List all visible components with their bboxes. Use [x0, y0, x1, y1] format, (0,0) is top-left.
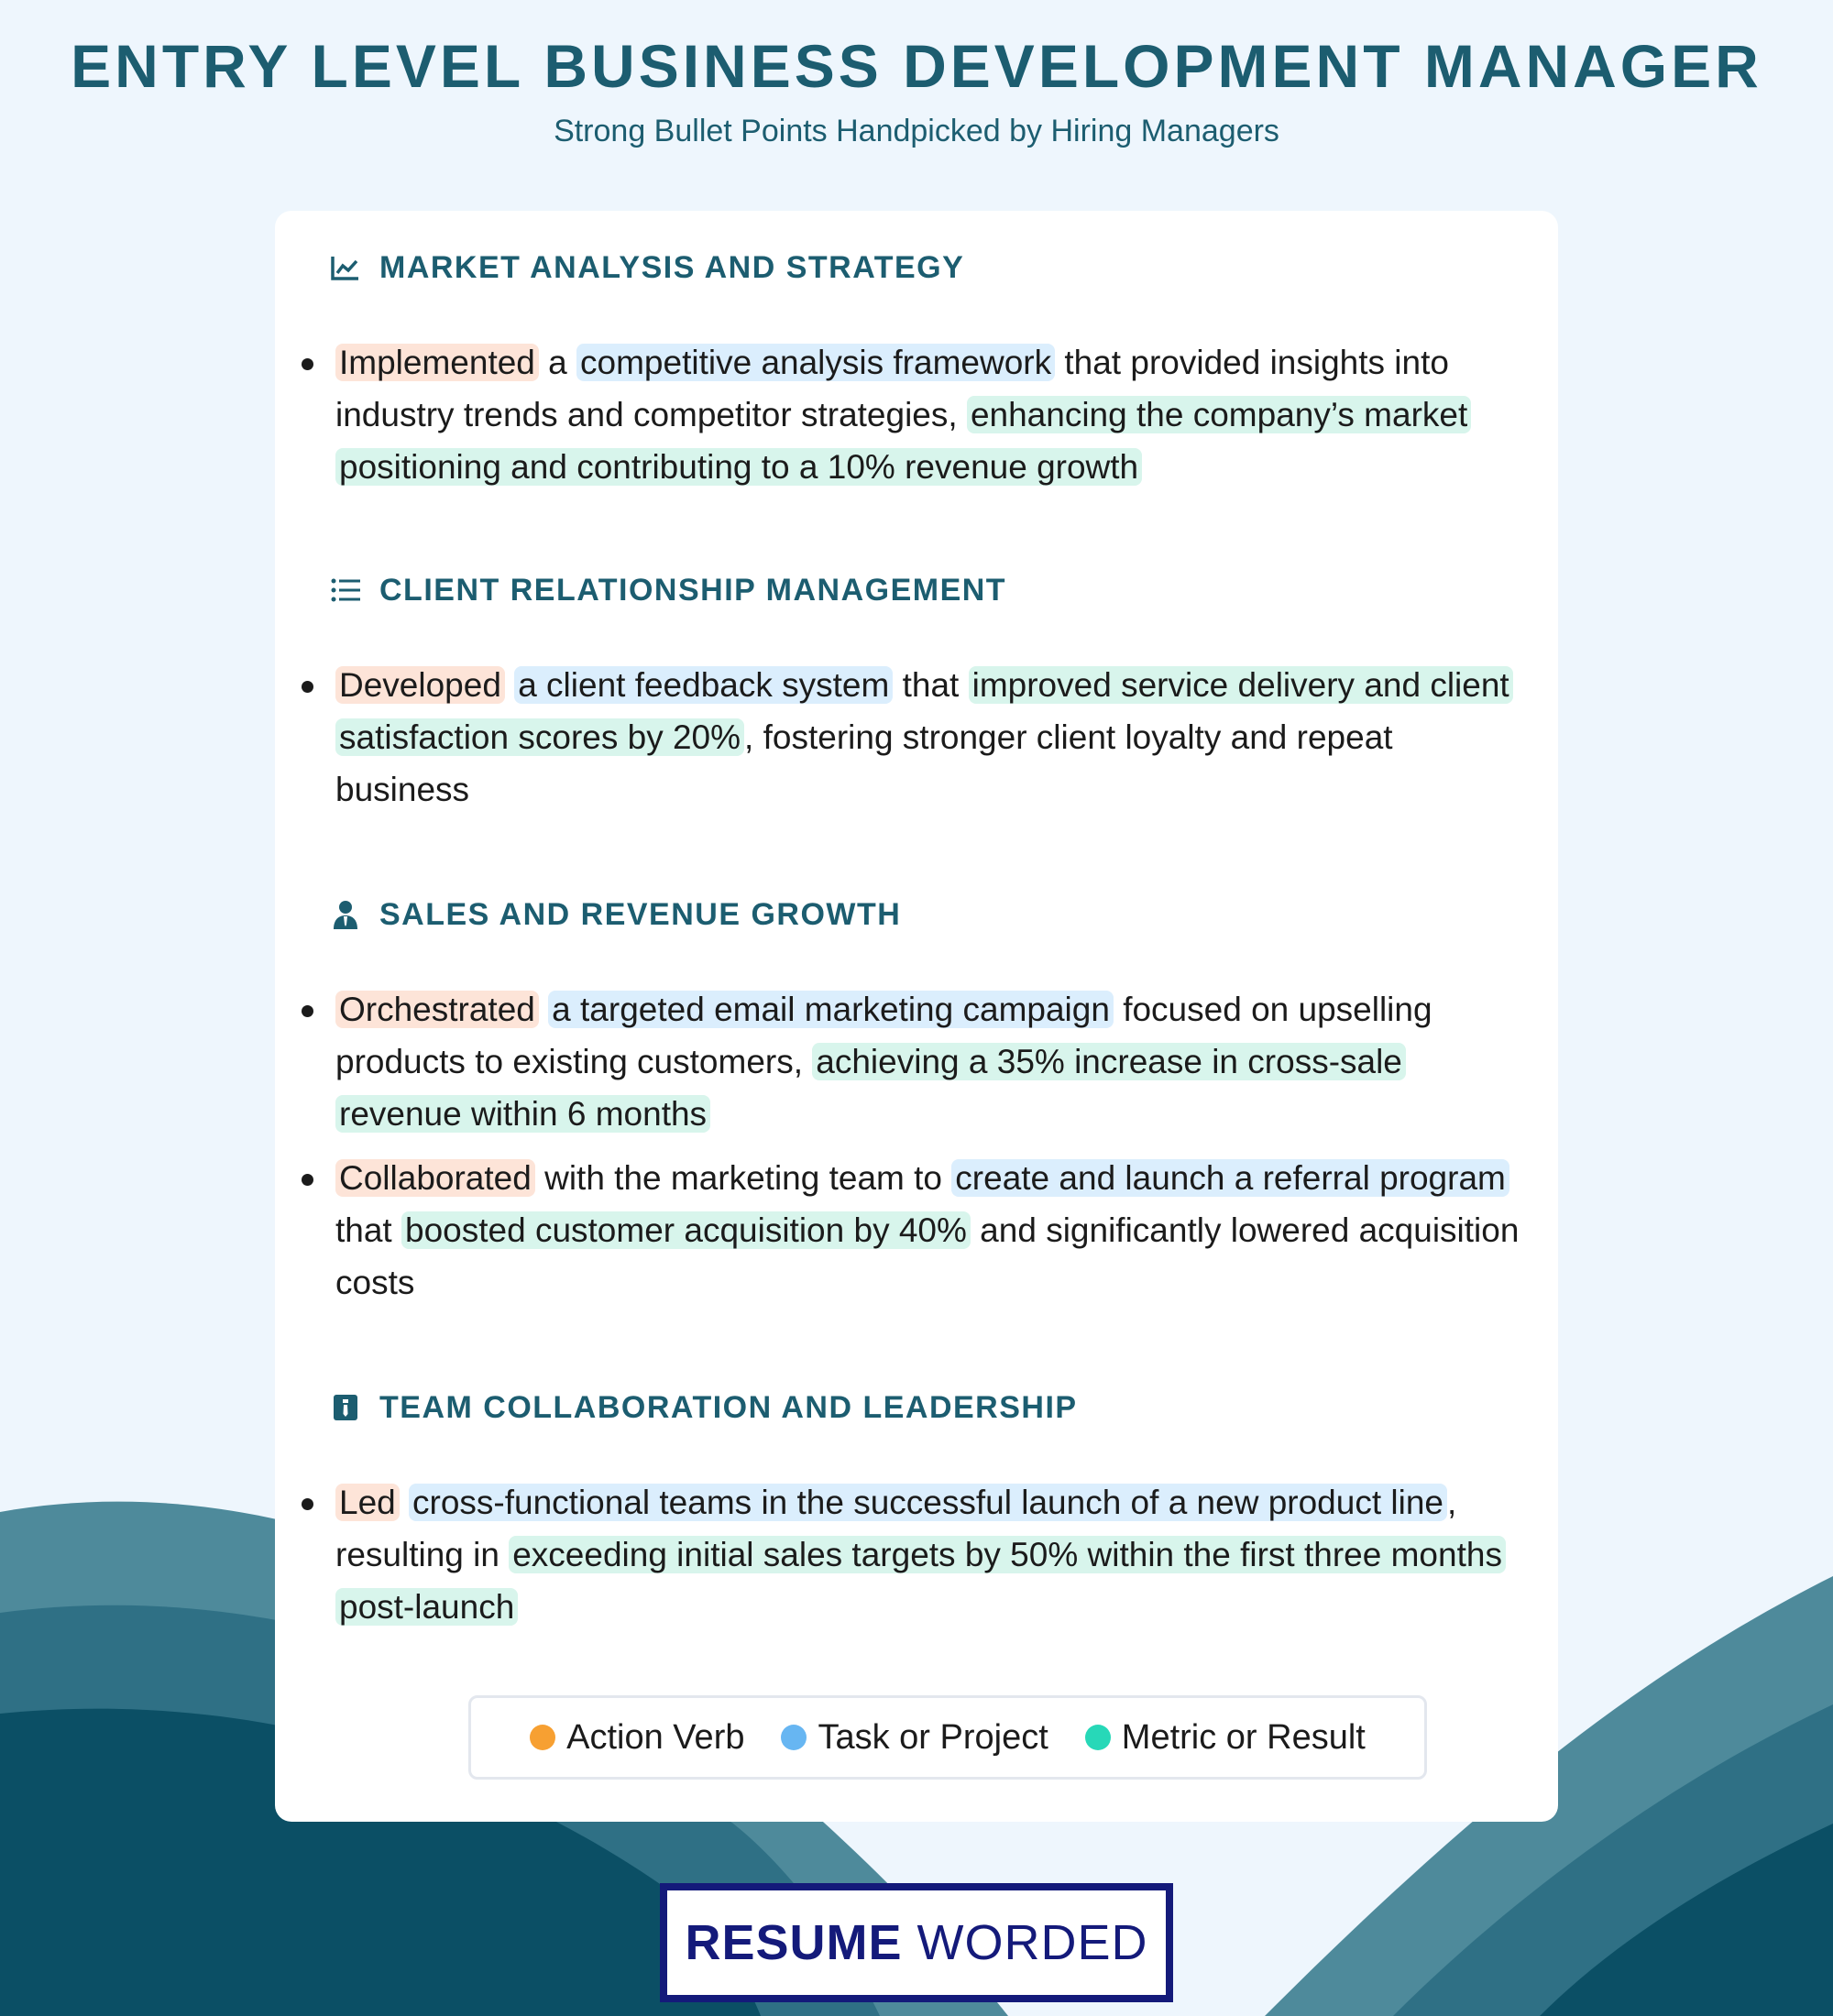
resume-worded-logo [660, 1883, 1173, 2002]
bullet-text: with the marketing team to [534, 1159, 952, 1197]
bullet-item [330, 659, 1521, 816]
section-client-relationship [330, 572, 1521, 827]
legend-item-metric [1085, 1718, 1366, 1758]
highlight-legend [468, 1695, 1427, 1780]
legend-label: Action Verb [566, 1717, 745, 1757]
section-market-analysis [330, 249, 1521, 505]
orange-dot-icon [530, 1725, 555, 1750]
bullet-item [330, 1476, 1521, 1633]
bullet-text: , resulting in [335, 1484, 1457, 1573]
task-phrase: a client feedback system [514, 666, 893, 704]
bullet-list [330, 659, 1521, 816]
action-verb: Implemented [335, 344, 539, 381]
bullet-points-card [275, 211, 1558, 1822]
page-subtitle: Strong Bullet Points Handpicked by Hiring Managers [554, 114, 1279, 148]
metric-phrase: boosted customer acquisition by 40% [401, 1211, 971, 1249]
bullet-list [330, 336, 1521, 493]
metric-phrase: achieving a 35% increase in cross-sale revenue within 6 months [335, 1043, 1406, 1133]
section-team-collaboration [330, 1389, 1521, 1645]
section-header [330, 249, 1521, 286]
blue-dot-icon [781, 1725, 807, 1750]
user-tie-icon [330, 899, 361, 930]
section-title: MARKET ANALYSIS AND STRATEGY [379, 249, 965, 285]
bullet-text: that provided insights into industry trends and competitor strategies, [335, 344, 1449, 433]
list-icon [330, 575, 361, 606]
section-title: SALES AND REVENUE GROWTH [379, 896, 902, 932]
logo-light-text: WORDED [916, 1915, 1148, 1970]
logo-bold-text: RESUME [685, 1915, 903, 1970]
id-badge-icon [330, 1392, 361, 1423]
section-header [330, 572, 1521, 608]
legend-item-task [781, 1718, 1048, 1758]
page-title: ENTRY LEVEL BUSINESS DEVELOPMENT MANAGER [71, 32, 1762, 100]
metric-phrase: exceeding initial sales targets by 50% within the first three months post-launch [335, 1536, 1506, 1626]
bullet-text: that [893, 666, 969, 704]
metric-phrase: improved service delivery and client satisfaction scores by 20% [335, 666, 1513, 756]
legend-label: Task or Project [818, 1717, 1048, 1757]
bullet-text: , fostering stronger client loyalty and repeat business [335, 718, 1393, 808]
action-verb: Led [335, 1484, 400, 1521]
section-header [330, 1389, 1521, 1426]
task-phrase: a targeted email marketing campaign [548, 991, 1114, 1028]
bullet-item [330, 1152, 1521, 1309]
section-title: TEAM COLLABORATION AND LEADERSHIP [379, 1389, 1078, 1425]
bullet-list [330, 1476, 1521, 1633]
bullet-list [330, 983, 1521, 1309]
bullet-text: a [538, 344, 577, 381]
task-phrase: cross-functional teams in the successful launch of a new product line [409, 1484, 1447, 1521]
bullet-text: that [335, 1211, 401, 1249]
bullet-item [330, 983, 1521, 1140]
teal-dot-icon [1085, 1725, 1111, 1750]
action-verb: Developed [335, 666, 505, 704]
action-verb: Collaborated [335, 1159, 535, 1197]
section-header [330, 896, 1521, 933]
bullet-item [330, 336, 1521, 493]
legend-item-action [530, 1718, 744, 1758]
chart-line-icon [330, 252, 361, 283]
metric-phrase: enhancing the company’s market positioning and contributing to a 10% revenue growth [335, 396, 1471, 486]
bullet-text: and significantly lowered acquisition costs [335, 1211, 1520, 1301]
bullet-text [505, 666, 514, 704]
legend-label: Metric or Result [1121, 1717, 1366, 1757]
bullet-text [539, 991, 548, 1028]
action-verb: Orchestrated [335, 991, 539, 1028]
task-phrase: create and launch a referral program [951, 1159, 1509, 1197]
section-title: CLIENT RELATIONSHIP MANAGEMENT [379, 572, 1007, 608]
section-sales-revenue [330, 896, 1521, 1320]
bullet-text: focused on upselling products to existing customers, [335, 991, 1432, 1080]
bullet-text [400, 1484, 409, 1521]
task-phrase: competitive analysis framework [576, 344, 1055, 381]
